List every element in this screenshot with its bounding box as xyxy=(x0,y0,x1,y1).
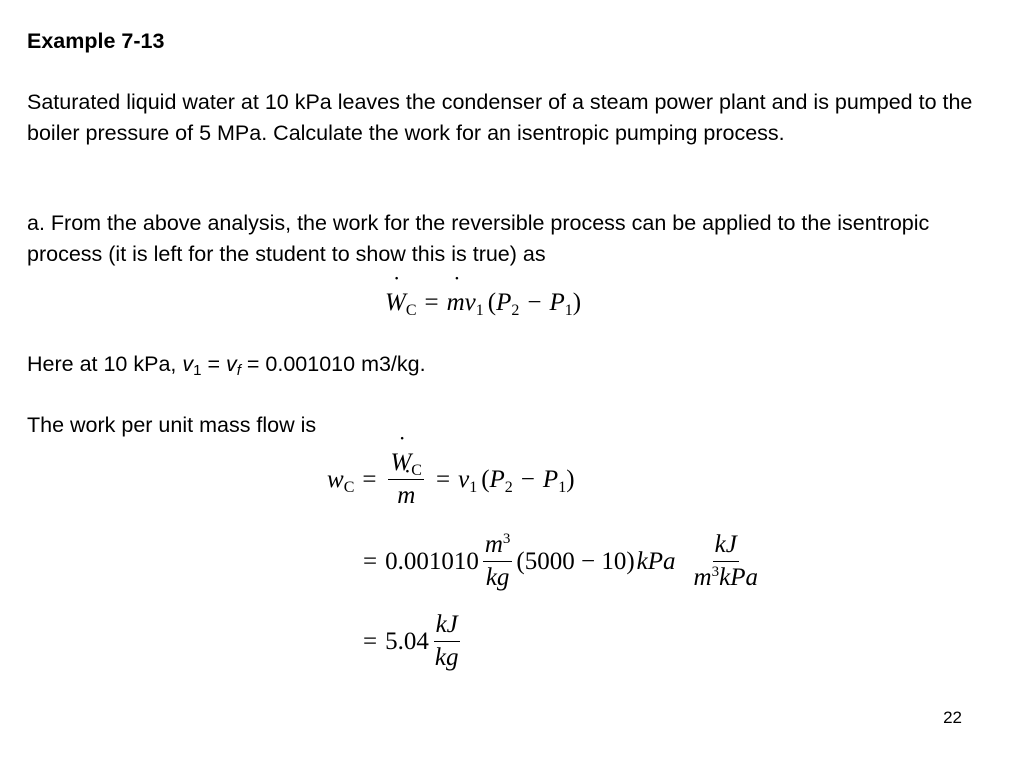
page-number: 22 xyxy=(943,708,962,727)
work-per-mass-text: The work per unit mass flow is xyxy=(27,413,317,437)
part-a-text: a. From the above analysis, the work for the reversible process can be applied to the isentropic process (it is left for the student to show this is true) as xyxy=(27,211,930,266)
fraction-kj-per-kg: $\frac{kJ}{kg}$ xyxy=(434,611,459,671)
specific-volume-text: Here at 10 kPa, $v_1 = v_f = 0.001010$ m3/kg. xyxy=(27,352,426,379)
equation-result: = 5.04 $\frac{kJ}{kg}$ xyxy=(363,611,459,671)
problem-statement: Saturated liquid water at 10 kPa leaves the condenser of a steam power plant and is pumped to the boiler pressure of 5 MPa. Calculate the work for an isentropic pumping process. xyxy=(27,90,973,145)
equation-substitution: = 0.001010 $\frac{m^3}{kg}$ (5000 − 10) kPa $\frac{kJ}{m^3kPa}$ xyxy=(363,531,758,591)
fraction-m3-per-kg: $\frac{m^3}{kg}$ xyxy=(484,531,511,591)
slide-title: Example 7-13 xyxy=(27,29,165,53)
equation-pump-work: W $˙_C$ = m ˙ $v_1$ ( $P_2$ − $P_1$ ) xyxy=(385,289,581,317)
w-dot: W ˙ xyxy=(385,289,406,317)
result-value: 5.04 xyxy=(385,627,429,655)
m-dot: m ˙ xyxy=(447,289,465,317)
fraction-wdot-over-mdot: $\frac{W ˙_C}{m}$ ˙ xyxy=(388,449,424,510)
equation-specific-work: $w_C$ = $\frac{W ˙_C}{m}$ ˙ = $v_1$ ( $P_2$ − $P_1$ ) xyxy=(327,449,575,510)
fraction-kj-per-m3kpa: $\frac{kJ}{m^3kPa}$ xyxy=(693,531,758,591)
